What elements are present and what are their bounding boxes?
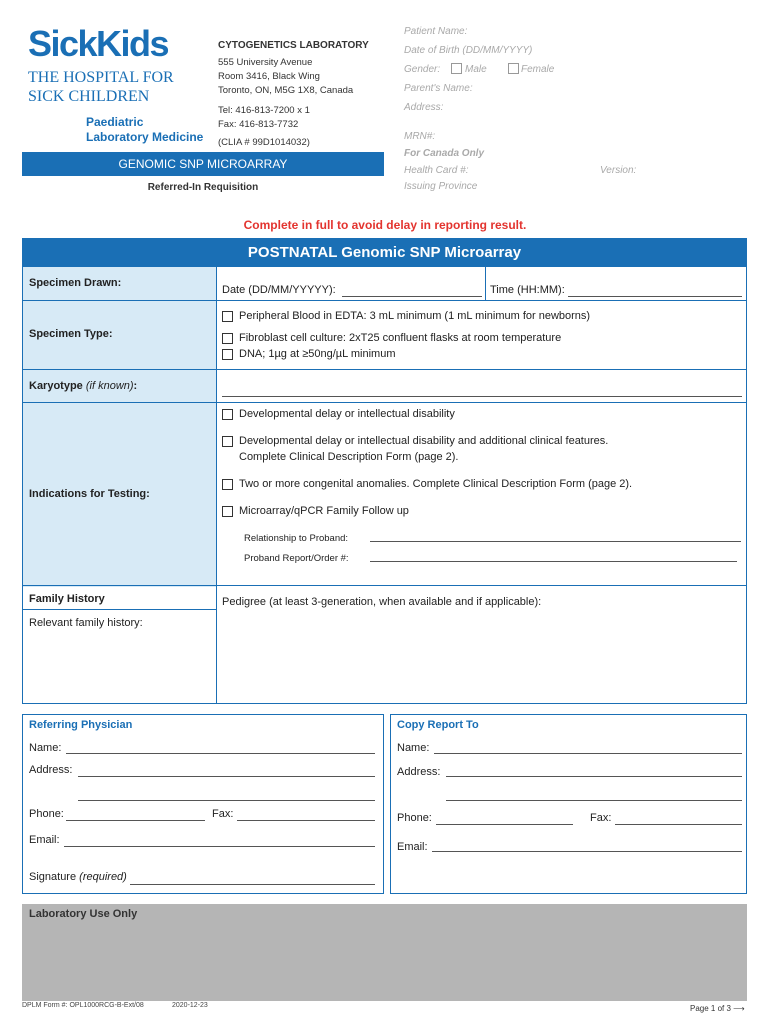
specimen-fibroblast-checkbox[interactable] bbox=[222, 333, 233, 344]
logo-dept bbox=[86, 115, 203, 145]
referring-fax-label: Fax: bbox=[212, 808, 234, 820]
logo-dept-line1: Paediatric bbox=[86, 115, 144, 129]
family-history-label: Family History bbox=[29, 593, 105, 605]
referring-signature-input[interactable] bbox=[130, 884, 375, 885]
patient-mrn-label: MRN#: bbox=[404, 131, 436, 142]
specimen-date-label: Date (DD/MM/YYYYY): bbox=[222, 284, 336, 296]
row-divider bbox=[22, 402, 747, 403]
karyotype-qualifier: (if known) bbox=[85, 380, 134, 392]
lab-address2: Room 3416, Black Wing bbox=[218, 71, 320, 82]
indication-dd-features-note: Complete Clinical Description Form (page 2). bbox=[239, 451, 459, 463]
gender-male-checkbox[interactable] bbox=[451, 63, 462, 74]
patient-gender-row bbox=[404, 60, 555, 79]
patient-health-card-row bbox=[404, 163, 637, 179]
indication-dd-features-checkbox[interactable] bbox=[222, 436, 233, 447]
logo-dept-line2: Laboratory Medicine bbox=[86, 130, 204, 144]
main-header bbox=[22, 238, 747, 267]
lab-info bbox=[218, 39, 369, 150]
indication-dd-checkbox[interactable] bbox=[222, 409, 233, 420]
patient-health-card-label: Health Card #: bbox=[404, 165, 469, 176]
lab-tel: Tel: 416-813-7200 x 1 bbox=[218, 105, 310, 116]
copy-phone-label: Phone: bbox=[397, 812, 432, 824]
patient-canada-label: For Canada Only bbox=[404, 148, 485, 159]
referring-address-input-2[interactable] bbox=[78, 800, 375, 801]
gender-male-label: Male bbox=[465, 64, 487, 75]
title-bar-text: GENOMIC SNP MICROARRAY bbox=[118, 157, 288, 171]
indication-followup-label: Microarray/qPCR Family Follow up bbox=[239, 505, 409, 517]
copy-report-box bbox=[390, 714, 747, 894]
specimen-dna-checkbox[interactable] bbox=[222, 349, 233, 360]
referring-email-input[interactable] bbox=[64, 846, 375, 847]
referring-signature-label bbox=[29, 871, 127, 883]
indication-anomalies-checkbox[interactable] bbox=[222, 479, 233, 490]
copy-address-input-2[interactable] bbox=[446, 800, 742, 801]
patient-parent-label: Parent's Name: bbox=[404, 83, 473, 94]
indications-label: Indications for Testing: bbox=[29, 488, 150, 500]
logo bbox=[28, 24, 213, 106]
referring-address-label: Address: bbox=[29, 764, 73, 776]
copy-name-label: Name: bbox=[397, 742, 430, 754]
referring-physician-box bbox=[22, 714, 384, 894]
copy-email-input[interactable] bbox=[432, 851, 742, 852]
patient-province-label: Issuing Province bbox=[404, 181, 478, 192]
form-column-divider bbox=[216, 267, 217, 704]
specimen-date-time-divider bbox=[485, 267, 486, 300]
title-bar bbox=[22, 152, 384, 176]
specimen-blood-label: Peripheral Blood in EDTA: 3 mL minimum (1 mL minimum for newborns) bbox=[239, 310, 591, 322]
copy-phone-input[interactable] bbox=[436, 824, 573, 825]
karyotype-input[interactable] bbox=[222, 396, 742, 397]
specimen-time-input[interactable] bbox=[568, 296, 742, 297]
lab-use-label: Laboratory Use Only bbox=[29, 908, 138, 920]
row-divider bbox=[22, 609, 216, 610]
patient-dob-label: Date of Birth (DD/MM/YYYY) bbox=[404, 45, 533, 56]
patient-address-label: Address: bbox=[404, 102, 444, 113]
main-header-text: POSTNATAL Genomic SNP Microarray bbox=[247, 244, 522, 261]
referring-name-input[interactable] bbox=[66, 753, 375, 754]
copy-address-label: Address: bbox=[397, 766, 441, 778]
relationship-input[interactable] bbox=[370, 541, 741, 542]
referring-address-input[interactable] bbox=[78, 776, 375, 777]
copy-title: Copy Report To bbox=[397, 719, 479, 731]
indication-dd-features-label: Developmental delay or intellectual disability and additional clinical features. bbox=[239, 435, 609, 447]
logo-hospital-line1: THE HOSPITAL FOR bbox=[28, 69, 174, 86]
referring-fax-input[interactable] bbox=[237, 820, 375, 821]
patient-label-area bbox=[404, 22, 637, 195]
logo-brand: SickKids bbox=[28, 23, 169, 64]
indication-anomalies-label: Two or more congenital anomalies. Complete Clinical Description Form (page 2). bbox=[239, 478, 633, 490]
patient-name-label: Patient Name: bbox=[404, 26, 468, 37]
lab-address1: 555 University Avenue bbox=[218, 57, 313, 68]
karyotype-label-text: Karyotype bbox=[29, 380, 83, 392]
row-divider bbox=[22, 585, 747, 586]
relationship-label: Relationship to Proband: bbox=[244, 533, 349, 544]
referring-title: Referring Physician bbox=[29, 719, 133, 731]
footer-date: 2020-12-23 bbox=[172, 1002, 208, 1009]
referring-name-label: Name: bbox=[29, 742, 62, 754]
referring-phone-input[interactable] bbox=[66, 820, 205, 821]
row-divider bbox=[22, 300, 747, 301]
specimen-type-label: Specimen Type: bbox=[29, 328, 113, 340]
lab-fax: Fax: 416-813-7732 bbox=[218, 119, 299, 130]
referring-email-label: Email: bbox=[29, 834, 60, 846]
karyotype-colon: : bbox=[133, 380, 138, 392]
karyotype-label bbox=[29, 380, 137, 392]
specimen-date-input[interactable] bbox=[342, 296, 482, 297]
footer-page-number: Page 1 of 3 ⟶ bbox=[690, 1004, 745, 1013]
copy-address-input[interactable] bbox=[446, 776, 742, 777]
specimen-blood-checkbox[interactable] bbox=[222, 311, 233, 322]
copy-name-input[interactable] bbox=[434, 753, 742, 754]
lab-name: CYTOGENETICS LABORATORY bbox=[218, 40, 369, 51]
gender-female-checkbox[interactable] bbox=[508, 63, 519, 74]
referring-signature-required: (required) bbox=[79, 871, 127, 883]
gender-female-label: Female bbox=[521, 64, 555, 75]
specimen-drawn-label: Specimen Drawn: bbox=[29, 277, 122, 289]
copy-email-label: Email: bbox=[397, 841, 428, 853]
patient-gender-label: Gender: bbox=[404, 64, 441, 75]
copy-fax-input[interactable] bbox=[615, 824, 742, 825]
indication-dd-label: Developmental delay or intellectual disability bbox=[239, 408, 455, 420]
patient-version-label: Version: bbox=[600, 165, 637, 176]
pedigree-label: Pedigree (at least 3-generation, when available and if applicable): bbox=[222, 596, 542, 608]
logo-hospital-line2: SICK CHILDREN bbox=[28, 88, 150, 105]
specimen-fibroblast-label: Fibroblast cell culture: 2xT25 confluent flasks at room temperature bbox=[239, 332, 562, 344]
specimen-dna-label: DNA; 1µg at ≥50ng/µL minimum bbox=[239, 348, 396, 360]
lab-address3: Toronto, ON, M5G 1X8, Canada bbox=[218, 85, 354, 96]
warning-text: Complete in full to avoid delay in reporting result. bbox=[243, 218, 527, 232]
lab-clia: (CLIA # 99D1014032) bbox=[218, 137, 310, 148]
referring-signature-text: Signature bbox=[29, 871, 77, 883]
specimen-time-label: Time (HH:MM): bbox=[490, 284, 565, 296]
relevant-family-label: Relevant family history: bbox=[29, 617, 143, 629]
copy-fax-label: Fax: bbox=[590, 812, 612, 824]
proband-label: Proband Report/Order #: bbox=[244, 553, 349, 564]
row-divider bbox=[22, 369, 747, 370]
referring-phone-label: Phone: bbox=[29, 808, 64, 820]
subtitle: Referred-In Requisition bbox=[147, 182, 259, 193]
footer-form-number: DPLM Form #: OPL1000RCG-B-Ext/08 bbox=[22, 1002, 144, 1009]
indication-followup-checkbox[interactable] bbox=[222, 506, 233, 517]
proband-input[interactable] bbox=[370, 561, 737, 562]
